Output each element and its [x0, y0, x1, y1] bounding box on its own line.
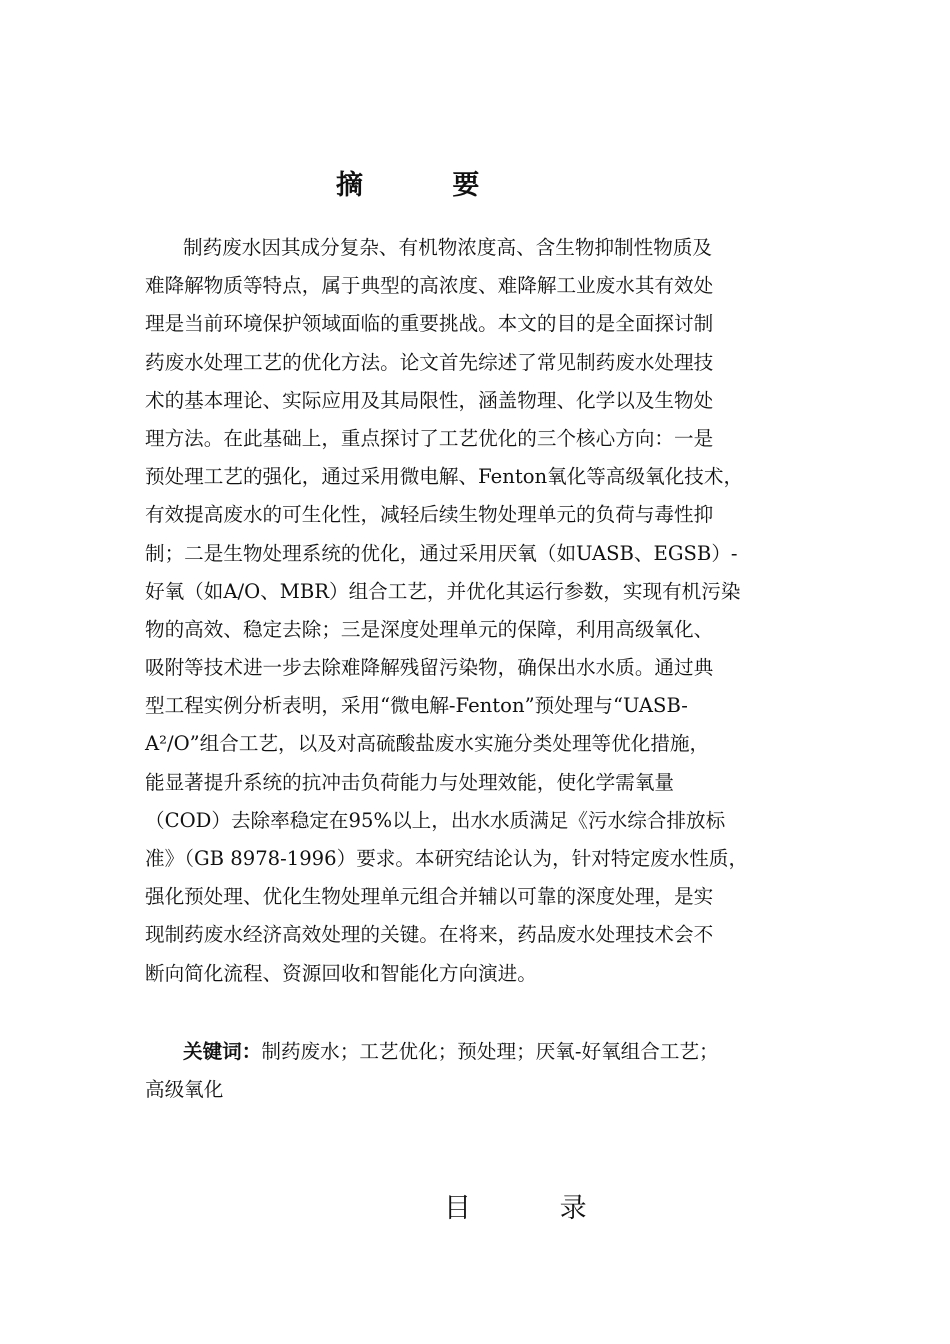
keywords-label: 关键词： [183, 1040, 262, 1063]
keywords-values: 制药废水；工艺优化；预处理；厌氧-好氧组合工艺； [261, 1040, 719, 1063]
abstract-line: 物的高效、稳定去除；三是深度处理单元的保障，利用高级氧化、 [145, 617, 714, 641]
abstract-line: 能显著提升系统的抗冲击负荷能力与处理效能，使化学需氧量 [145, 770, 675, 794]
abstract-line: 制药废水因其成分复杂、有机物浓度高、含生物抑制性物质及 [183, 236, 713, 259]
abstract-line: A²/O”组合工艺，以及对高硫酸盐废水实施分类处理等优化措施， [145, 732, 710, 756]
abstract-line: 准》（GB 8978-1996）要求。本研究结论认为，针对特定废水性质， [145, 847, 749, 870]
abstract-line: （COD）去除率稳定在95%以上，出水水质满足《污水综合排放标 [145, 808, 726, 832]
abstract-line: 有效提高废水的可生化性，减轻后续生物处理单元的负荷与毒性抑 [145, 503, 714, 527]
abstract-line: 断向简化流程、资源回收和智能化方向演进。 [145, 961, 537, 985]
abstract-heading: 摘 要 [336, 170, 520, 201]
abstract-line: 现制药废水经济高效处理的关键。在将来，药品废水处理技术会不 [145, 923, 714, 947]
abstract-line: 理方法。在此基础上，重点探讨了工艺优化的三个核心方向：一是 [145, 426, 714, 450]
toc-heading: 目 录 [444, 1193, 627, 1224]
abstract-line: 预处理工艺的强化，通过采用微电解、Fenton氧化等高级氧化技术， [145, 465, 744, 489]
abstract-line: 理是当前环境保护领域面临的重要挑战。本文的目的是全面探讨制 [145, 312, 714, 336]
abstract-line: 制；二是生物处理系统的优化，通过采用厌氧（如UASB、EGSB）- [145, 541, 738, 565]
abstract-line: 型工程实例分析表明，采用“微电解-Fenton”预处理与“UASB- [145, 694, 688, 718]
abstract-line: 难降解物质等特点，属于典型的高浓度、难降解工业废水其有效处 [145, 274, 714, 298]
abstract-line: 吸附等技术进一步去除难降解残留污染物，确保出水水质。通过典 [145, 656, 714, 680]
abstract-line: 好氧（如A/O、MBR）组合工艺，并优化其运行参数，实现有机污染 [145, 579, 741, 603]
keywords-section [145, 1033, 805, 1109]
abstract-line: 药废水处理工艺的优化方法。论文首先综述了常见制药废水处理技 [145, 350, 714, 374]
abstract-body [145, 229, 805, 993]
keywords-continuation: 高级氧化 [145, 1078, 224, 1102]
abstract-line: 术的基本理论、实际应用及其局限性，涵盖物理、化学以及生物处 [145, 388, 714, 412]
abstract-line: 强化预处理、优化生物处理单元组合并辅以可靠的深度处理，是实 [145, 885, 714, 909]
keywords-line [145, 1033, 805, 1071]
